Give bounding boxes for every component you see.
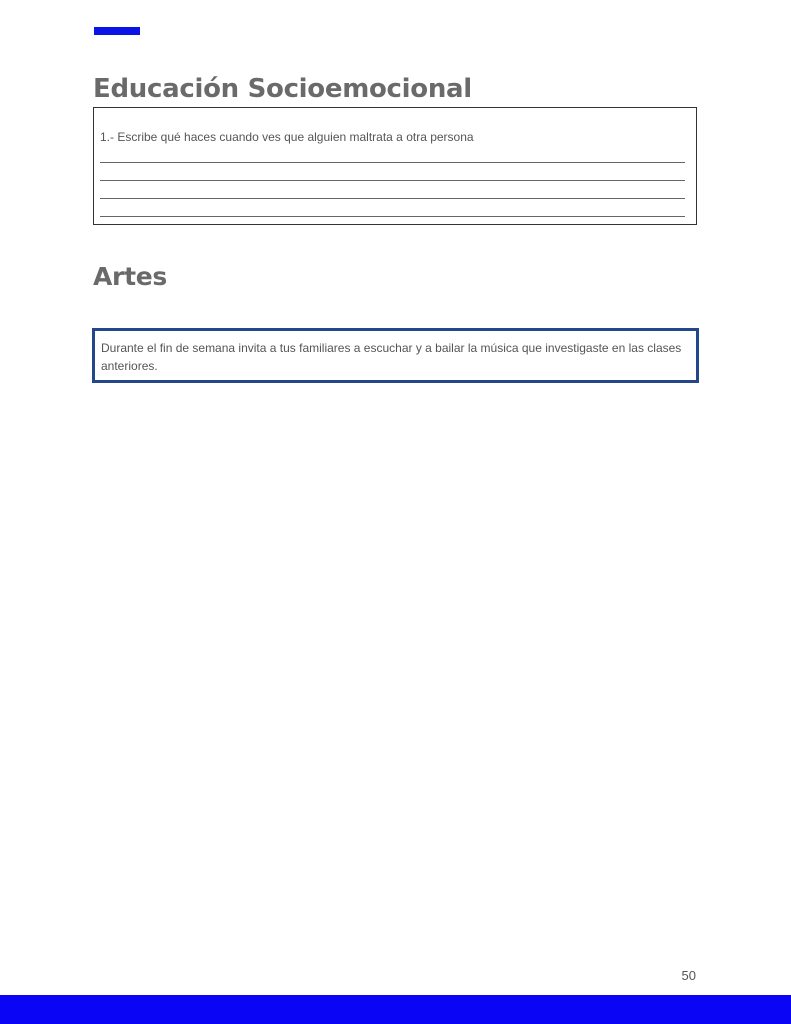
answer-line[interactable] [100, 216, 685, 217]
answer-line[interactable] [100, 180, 685, 181]
section-title-socioemocional: Educación Socioemocional [93, 74, 472, 104]
answer-line[interactable] [100, 162, 685, 163]
page-number: 50 [681, 968, 696, 983]
question-text: 1.- Escribe qué haces cuando ves que alguien maltrata a otra persona [100, 130, 474, 144]
footer-bar [0, 995, 791, 1024]
section-title-artes: Artes [93, 262, 167, 291]
artes-instruction-text: Durante el fin de semana invita a tus familiares a escuchar y a bailar la música que investigaste en las clases anteriores. [101, 341, 682, 373]
question-box [93, 107, 697, 225]
artes-instruction-box [92, 328, 699, 383]
top-accent-bar [94, 27, 140, 35]
answer-line[interactable] [100, 198, 685, 199]
